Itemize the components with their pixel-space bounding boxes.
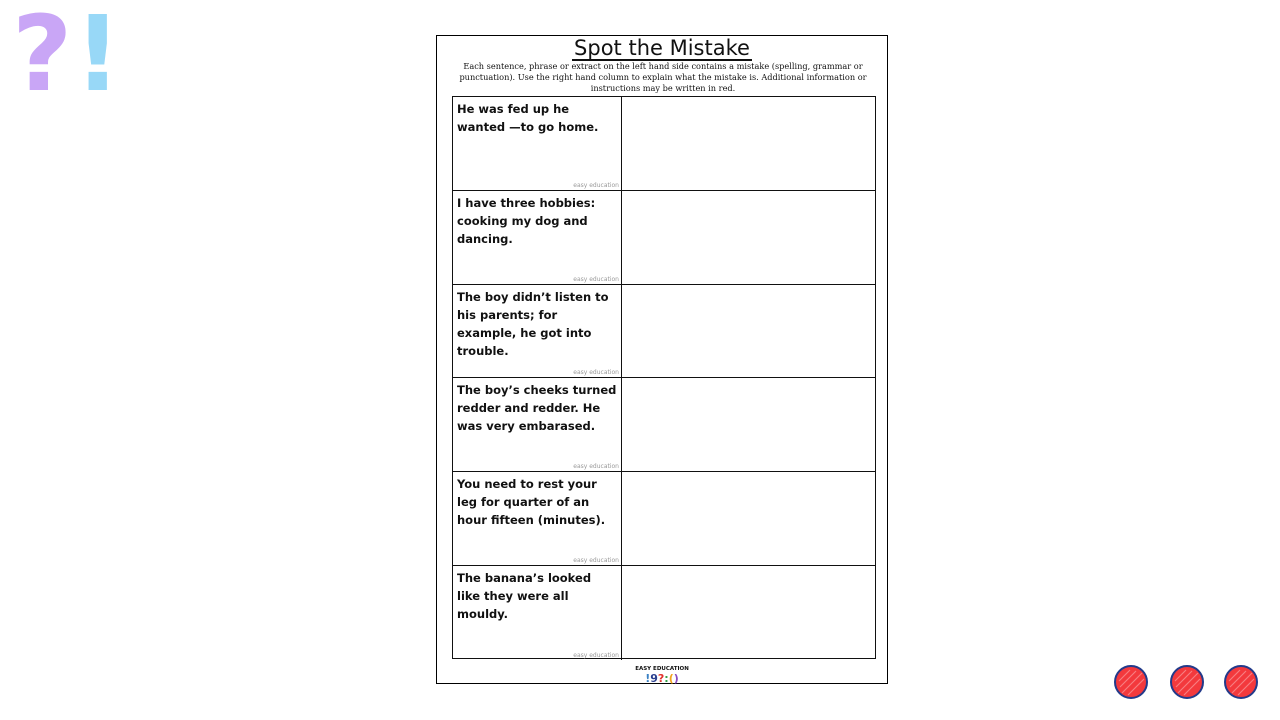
sentence-text: He was fed up he wanted —to go home.	[457, 102, 599, 134]
table-row	[453, 378, 875, 472]
sentence-text: I have three hobbies: cooking my dog and dancing.	[457, 195, 596, 246]
scribble-icon	[1116, 667, 1146, 697]
watermark: easy education	[573, 463, 619, 471]
table-row	[453, 191, 875, 285]
logo-glyph: )	[673, 672, 679, 685]
logo-glyph: !	[645, 672, 651, 685]
answer-cell[interactable]	[622, 191, 875, 284]
footer-brand-text: EASY EDUCATION	[635, 666, 689, 672]
watermark: easy education	[573, 181, 619, 189]
table-row	[453, 566, 875, 660]
worksheet-instructions: Each sentence, phrase or extract on the left hand side contains a mistake (spelling, grammar or punctuation). Use the right hand column to explain what the mistake is. Additional information or instructions may be written in red.	[459, 61, 867, 93]
answer-cell[interactable]	[622, 285, 875, 378]
mistake-table	[452, 96, 876, 659]
exclamation-mark-decoration: !	[74, 0, 122, 115]
logo-glyph: :	[664, 672, 669, 685]
nav-button-2[interactable]	[1170, 665, 1204, 699]
sentence-text: The boy’s cheeks turned redder and redder. He was very embarased.	[457, 383, 617, 434]
answer-cell[interactable]	[622, 566, 875, 660]
sentence-cell	[453, 191, 622, 284]
logo-glyph: ?	[657, 672, 665, 685]
sentence-cell	[453, 472, 622, 565]
watermark: easy education	[573, 369, 619, 377]
footer-logo	[437, 673, 887, 685]
sentence-cell	[453, 566, 622, 660]
scribble-icon	[1226, 667, 1256, 697]
watermark: easy education	[573, 275, 619, 283]
table-row	[453, 472, 875, 566]
sentence-text: The banana’s looked like they were all mouldy.	[457, 571, 592, 621]
watermark: easy education	[573, 651, 619, 659]
answer-cell[interactable]	[622, 378, 875, 471]
nav-button-1[interactable]	[1114, 665, 1148, 699]
logo-glyph: (	[668, 672, 674, 685]
sentence-cell	[453, 97, 622, 190]
watermark: easy education	[573, 556, 619, 564]
worksheet-page	[436, 35, 888, 684]
answer-cell[interactable]	[622, 97, 875, 190]
question-mark-decoration: ?	[12, 0, 73, 115]
table-row	[453, 97, 875, 191]
logo-glyph: 9	[650, 672, 658, 685]
sentence-text: The boy didn’t listen to his parents; for example, he got into trouble.	[457, 289, 609, 358]
sentence-cell	[453, 378, 622, 471]
worksheet-title: Spot the Mistake	[574, 36, 750, 60]
sentence-text: You need to rest your leg for quarter of an hour fifteen (minutes).	[457, 477, 606, 528]
table-row	[453, 285, 875, 379]
sentence-cell	[453, 285, 622, 378]
answer-cell[interactable]	[622, 472, 875, 565]
scribble-icon	[1172, 667, 1202, 697]
nav-button-3[interactable]	[1224, 665, 1258, 699]
